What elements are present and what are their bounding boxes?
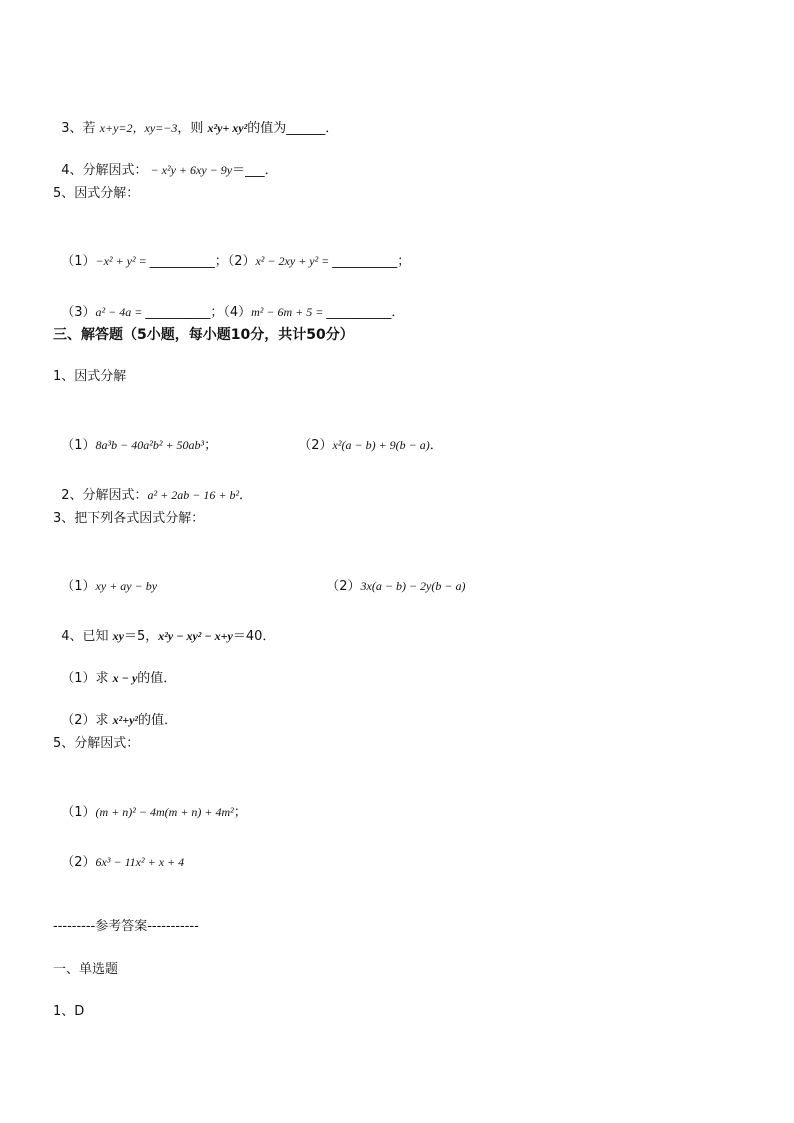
answer-question-3-part1	[53, 559, 157, 596]
punctuation: ．	[239, 488, 253, 503]
punctuation: ．	[391, 305, 405, 320]
fill-question-5-title: 5、因式分解：	[53, 186, 140, 201]
math-expression: x²+y²	[112, 713, 139, 727]
answer-question-4-part1	[53, 651, 176, 688]
answer-question-4-part2	[53, 693, 177, 730]
answer-key-divider: ---------参考答案-----------	[53, 919, 199, 934]
section-heading: 三、解答题（5小题，每小题10分，共计50分）	[53, 327, 354, 343]
math-expression: − x²y + 6xy − 9y	[147, 163, 233, 177]
punctuation: ；	[233, 805, 247, 820]
fill-question-4	[53, 143, 278, 180]
answer-blank: __________	[326, 305, 392, 320]
fill-question-3	[53, 101, 338, 138]
answer-question-5-title: 5、分解因式：	[53, 736, 140, 751]
fill-question-5-row1	[53, 234, 410, 271]
math-expression: x²y − xy² − x+y	[158, 629, 233, 643]
math-expression: a² − 4a =	[95, 305, 146, 319]
math-expression: a² + 2ab − 16 + b²	[147, 488, 240, 502]
fill-question-5-row2	[53, 285, 404, 322]
math-expression: x²(a − b) + 9(b − a)	[332, 438, 430, 452]
part-label: （2）	[61, 855, 96, 870]
part-label: （2）	[326, 579, 361, 594]
answer-question-1-part2	[290, 418, 443, 455]
math-expression: xy + ay − by	[95, 579, 158, 593]
part-label: （1）	[61, 805, 96, 820]
punctuation: ；	[397, 254, 411, 269]
math-expression: x − y	[112, 671, 138, 685]
connector-text: 的值．	[137, 671, 177, 686]
answer-question-3-title: 3、把下列各式因式分解：	[53, 511, 205, 526]
part-label: （2）求	[61, 713, 113, 728]
answer-question-5-part1	[53, 785, 247, 822]
connector-text: ，则	[177, 121, 208, 136]
math-expression: −x² + y² =	[95, 254, 150, 268]
connector-text: 的值．	[138, 713, 178, 728]
answer-blank: __________	[332, 254, 398, 269]
answer-blank: 的值为______．	[247, 121, 339, 136]
answer-question-1-part1	[53, 418, 217, 455]
answer-question-4	[53, 609, 275, 646]
connector-text: ＝40．	[232, 629, 276, 644]
part-label: （1）	[61, 438, 96, 453]
answer-question-5-part2	[53, 835, 184, 872]
answer-blank: __________	[145, 305, 211, 320]
math-expression: 8a³b − 40a²b² + 50ab³	[95, 438, 205, 452]
answer-question-1-title: 1、因式分解	[53, 369, 127, 384]
math-expression: x²y+ xy²	[207, 121, 248, 135]
punctuation: ．	[429, 438, 443, 453]
part-label: （1）求	[61, 671, 113, 686]
part-label: （1）	[61, 579, 96, 594]
punctuation: ；	[204, 438, 218, 453]
math-expression: x+y=2，xy=−3	[99, 121, 178, 135]
question-number: 2、分解因式：	[61, 488, 148, 503]
math-expression: 6x³ − 11x² + x + 4	[95, 855, 185, 869]
math-expression: 3x(a − b) − 2y(b − a)	[360, 579, 466, 593]
part-label: （2）	[298, 438, 333, 453]
part-label: ；（4）	[210, 305, 252, 320]
math-expression: x² − 2xy + y² =	[255, 254, 333, 268]
connector-text: ＝5，	[124, 629, 159, 644]
answer-section-heading: 一、单选题	[53, 962, 119, 977]
question-number: 3、若	[61, 121, 100, 136]
math-expression: xy	[112, 629, 124, 643]
question-number: 4、已知	[61, 629, 113, 644]
math-expression: (m + n)² − 4m(m + n) + 4m²	[95, 805, 234, 819]
answer-blank: ＝___．	[232, 163, 278, 178]
part-label: （1）	[61, 254, 96, 269]
math-expression: m² − 6m + 5 =	[251, 305, 327, 319]
answer-blank: __________	[149, 254, 215, 269]
question-number: 4、分解因式：	[61, 163, 148, 178]
answer-question-3-part2	[318, 559, 465, 596]
part-label: （3）	[61, 305, 96, 320]
answer-item: 1、D	[53, 1004, 85, 1019]
part-label: ；（2）	[214, 254, 256, 269]
answer-question-2	[53, 468, 252, 505]
